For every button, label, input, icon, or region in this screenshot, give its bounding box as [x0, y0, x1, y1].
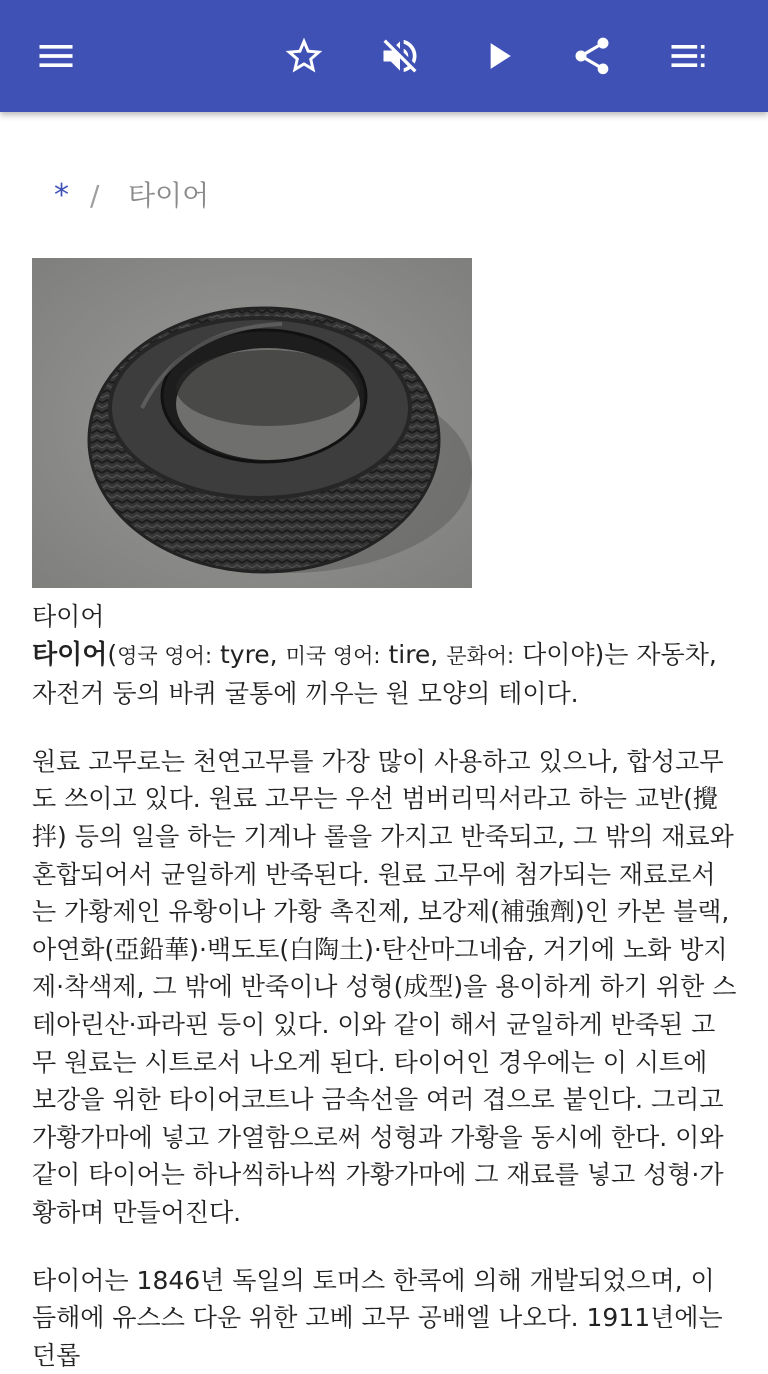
- lead-text: )는 자동차, 자전거 둥의 바퀴 굴통에 끼우는 원 모양의 테이다.: [32, 640, 717, 709]
- favorite-button[interactable]: [276, 28, 332, 84]
- paragraph-history: 타이어는 1846년 독일의 토머스 한콕에 의해 개발되었으며, 이듬해에 유스스 다운 위한 고베 고무 공배엘 나오다. 1911년에는 던롭: [32, 1262, 738, 1374]
- lead-paragraph: [32, 636, 738, 713]
- tire-photo[interactable]: [32, 258, 472, 588]
- mute-button[interactable]: [372, 28, 428, 84]
- uk-english-label: 영국 영어:: [117, 644, 212, 668]
- tire-photo-graphic: [32, 258, 472, 588]
- figure-caption: 타이어: [32, 598, 738, 636]
- breadcrumb-home-link[interactable]: *: [54, 176, 69, 216]
- menu-button[interactable]: [28, 28, 84, 84]
- lead-paren-open: (: [107, 640, 117, 669]
- breadcrumb-separator: /: [90, 176, 99, 216]
- share-icon: [570, 34, 614, 78]
- us-english-value: tire,: [381, 640, 447, 669]
- share-button[interactable]: [564, 28, 620, 84]
- article-title: 타이어: [32, 640, 107, 670]
- uk-english-value: tyre,: [212, 640, 286, 669]
- us-english-label: 미국 영어:: [286, 644, 381, 668]
- list-icon: [666, 34, 710, 78]
- play-button[interactable]: [470, 28, 526, 84]
- volume-off-icon: [378, 34, 422, 78]
- app-toolbar: [0, 0, 768, 112]
- menu-icon: [34, 34, 78, 78]
- play-icon: [476, 34, 520, 78]
- contents-button[interactable]: [660, 28, 716, 84]
- star-outline-icon: [282, 34, 326, 78]
- paragraph-materials: 원료 고무로는 천연고무를 가장 많이 사용하고 있으나, 합성고무도 쓰이고 있다. 원료 고무는 우선 범버리믹서라고 하는 교반(攪拌) 등의 일을 하는 기계나 롤을 가지고 반죽되고, 그 밖의 재료와 혼합되어서 균일하게 반죽된다. 원료 고무에 첨가되는 재료로서는 가황제인 유황이나 가황 촉진제, 보강제(補強劑)인 카본 블랙, 아연화(亞鉛華)·백도토(白陶土)·탄산마그네슘, 거기에 노화 방지제·착색제, 그 밖에 반죽이나 성형(成型)을 용이하게 하기 위한 스테아린산·파라핀 등이 있다. 이와 같이 해서 균일하게 반죽된 고무 원료는 시트로서 나오게 된다. 타이어인 경우에는 이 시트에 보강을 위한 타이어코트나 금속선을 여러 겹으로 붙인다. 그리고 가황가마에 넣고 가열함으로써 성형과 가황을 동시에 한다. 이와 같이 타이어는 하나씩하나씩 가황가마에 그 재료를 넣고 성형·가황하며 만들어진다.: [32, 743, 738, 1232]
- breadcrumb: [0, 176, 768, 216]
- munhwaeo-label: 문화어:: [446, 644, 514, 668]
- munhwaeo-value: 다이야: [514, 640, 594, 669]
- breadcrumb-current: 타이어: [128, 176, 209, 216]
- article-content: [32, 598, 738, 1374]
